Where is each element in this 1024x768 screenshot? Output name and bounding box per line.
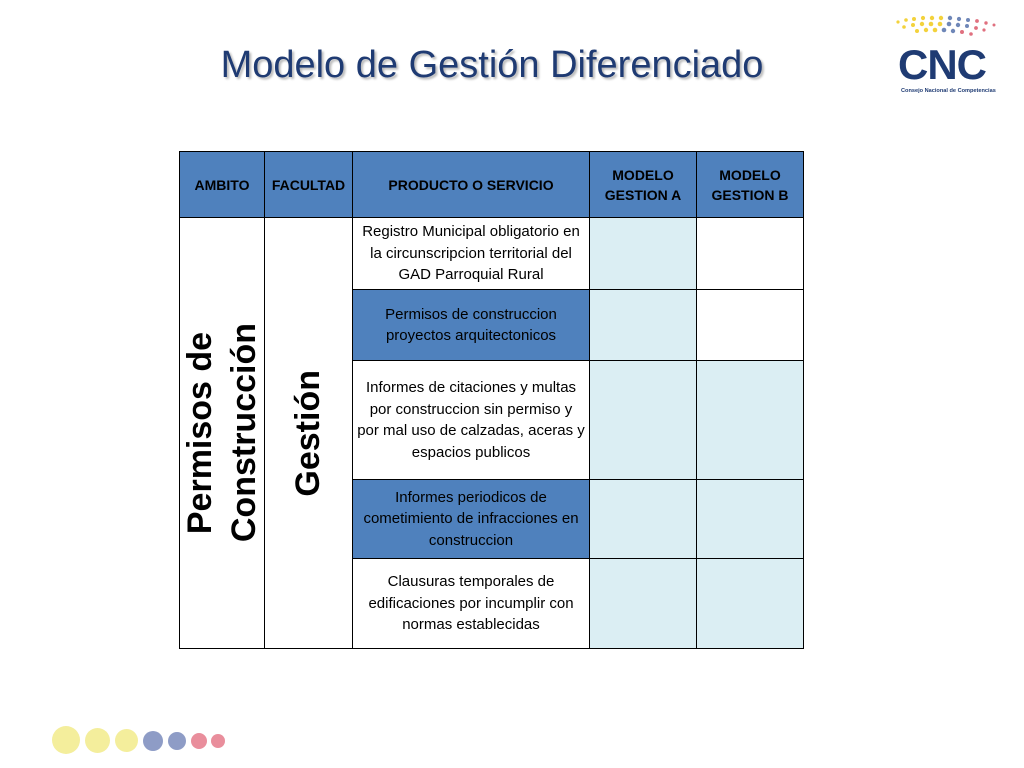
header-facultad: FACULTAD — [264, 151, 353, 218]
header-modelo-a — [589, 151, 697, 218]
header-modelo-a-line2: GESTION A — [604, 186, 682, 203]
dot-icon — [115, 729, 138, 752]
dot-icon — [52, 726, 80, 754]
modelo-a-cell — [589, 217, 697, 290]
dot-icon — [191, 733, 207, 749]
dot-icon — [211, 734, 225, 748]
dot-icon — [168, 732, 186, 750]
modelo-b-cell — [696, 289, 804, 361]
header-modelo-a-line1: MODELO — [612, 166, 674, 183]
ambito-label — [178, 323, 266, 542]
header-producto: PRODUCTO O SERVICIO — [352, 151, 590, 218]
header-modelo-b-line2: GESTION B — [711, 186, 789, 203]
header-modelo-b — [696, 151, 804, 218]
ambito-label-line2: Construcción — [225, 323, 263, 543]
facultad-label: Gestión — [289, 369, 327, 497]
dot-icon — [143, 731, 163, 751]
modelo-b-cell — [696, 479, 804, 559]
modelo-b-cell — [696, 217, 804, 290]
header-ambito: AMBITO — [179, 151, 265, 218]
page-title: Modelo de Gestión Diferenciado — [220, 44, 764, 86]
logo-tagline: Consejo Nacional de Competencias — [901, 88, 996, 94]
cnc-logo — [884, 12, 1014, 92]
ambito-label-line1: Permisos de — [181, 331, 219, 535]
product-row-2: Permisos de construccion proyectos arquitectonicos — [352, 289, 590, 361]
header-modelo-b-line1: MODELO — [719, 166, 781, 183]
product-row-4: Informes periodicos de cometimiento de infracciones en construccion — [352, 479, 590, 559]
modelo-a-cell — [589, 289, 697, 361]
ambito-cell — [179, 217, 265, 649]
modelo-a-cell — [589, 479, 697, 559]
product-row-1: Registro Municipal obligatorio en la circunscripcion territorial del GAD Parroquial Rural — [352, 217, 590, 290]
facultad-cell — [264, 217, 353, 649]
logo-wordmark: CNC — [898, 41, 986, 88]
modelo-a-cell — [589, 360, 697, 480]
dot-icon — [85, 728, 110, 753]
modelo-b-cell — [696, 360, 804, 480]
product-row-3: Informes de citaciones y multas por construccion sin permiso y por mal uso de calzadas, aceras y espacios publicos — [352, 360, 590, 480]
product-row-5: Clausuras temporales de edificaciones por incumplir con normas establecidas — [352, 558, 590, 649]
modelo-b-cell — [696, 558, 804, 649]
modelo-a-cell — [589, 558, 697, 649]
